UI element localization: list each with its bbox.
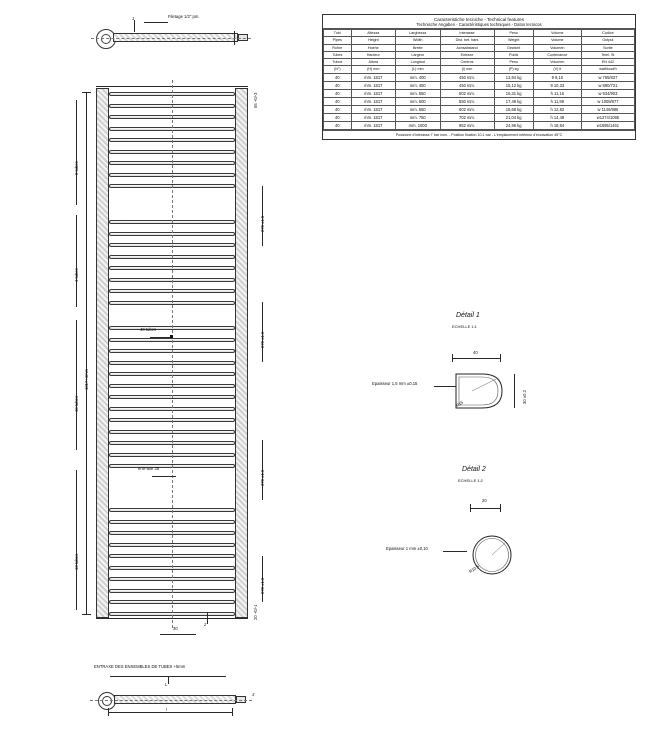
- bottom-dim-l-tick-left: [108, 708, 109, 716]
- spec-header-cell: (L) mm: [396, 66, 440, 73]
- spec-header-cell: Peso: [494, 30, 533, 37]
- spec-header-cell: Interasse: [440, 30, 494, 37]
- bottom-mark-2-label: 2: [204, 622, 207, 627]
- right-dim-2-label: 270 ±1.5: [260, 331, 265, 348]
- spec-header-cell: watt/kcal/h: [581, 66, 634, 73]
- bottom-width-dim-line: [160, 634, 196, 635]
- spec-data-cell: 952 mm.: [440, 121, 494, 129]
- spec-data-cell: 17,49 kg: [494, 97, 533, 105]
- spec-header-cell: Hoehe: [351, 44, 395, 51]
- detail1-thickness-label: Epaisseur 1,5 mm ±0,15: [372, 381, 418, 386]
- spec-header-cell: Achsabstand: [440, 44, 494, 51]
- detail1-width-tick-l: [452, 354, 453, 362]
- detail1-width-label: 40: [473, 350, 478, 355]
- spec-data-cell: mm. 550: [396, 89, 440, 97]
- spec-data-cell: 13,94 kg: [494, 73, 533, 81]
- seg2-dim-line: [76, 215, 77, 307]
- spec-header-cell: Volumen: [533, 59, 581, 66]
- spec-header-cell: Largeur: [396, 51, 440, 58]
- spec-header-cell: Teiel. St: [581, 51, 634, 58]
- bottom-dim-l-label: l: [166, 707, 167, 712]
- bottom-mark-2-leader: [207, 612, 208, 624]
- spec-header-cell: (P) kg: [494, 66, 533, 73]
- spec-data-cell: mm. 1817: [351, 89, 395, 97]
- detail2-thickness-label: Epaisseur 1 mm ±0,10: [386, 546, 428, 551]
- spec-header-cell: Width: [396, 37, 440, 44]
- bottom-assembly-note: ENTRAXE DES ENSEMBLES DE TUBES +5mm: [94, 664, 186, 669]
- detail1-width-dim-line: [452, 358, 500, 359]
- spec-data-cell: mm. 1817: [351, 113, 395, 121]
- spec-data-cell: 24,96 kg: [494, 121, 533, 129]
- top-center-axis: [91, 38, 251, 39]
- spec-data-row: [324, 113, 635, 121]
- spec-data-cell: w 1009/877: [581, 97, 634, 105]
- detail2-width-tick-l: [470, 504, 471, 512]
- spec-header-cell: Tubi: [324, 30, 352, 37]
- seg4-label: 12 tubes: [74, 553, 79, 570]
- seg3-label: 15 tubes: [74, 395, 79, 412]
- spec-header-cell: Tubes: [324, 51, 352, 58]
- spec-data-cell: w1695/1461: [581, 121, 634, 129]
- spec-header-cell: Volume: [533, 37, 581, 44]
- detail2-title: Détail 2: [462, 466, 486, 473]
- spec-header-row: [324, 44, 635, 51]
- spec-data-cell: 40: [324, 97, 352, 105]
- detail2-width-dim-line: [470, 508, 500, 509]
- spec-header-cell: Codice: [581, 30, 634, 37]
- spec-header-cell: Contenance: [533, 51, 581, 58]
- spec-header-cell: Entraxe: [440, 51, 494, 58]
- seg4-dim-line: [76, 470, 77, 610]
- spec-header-cell: Rohre: [324, 44, 352, 51]
- thread-label: Filetage 1/2" pm.: [168, 14, 200, 19]
- spec-data-cell: h 14,48: [533, 113, 581, 121]
- right-dim-3-label: 270 ±1.5: [260, 469, 265, 486]
- spec-data-cell: 40: [324, 81, 352, 89]
- detail2-scale: ECHELLE 1:2: [458, 478, 483, 483]
- spec-data-cell: 9 10,33: [533, 81, 581, 89]
- spec-header-cell: Longitud: [396, 59, 440, 66]
- bottom-assembly-view: [86, 664, 256, 718]
- spec-caption-line1: Caracteristiche tecniche - Technical features: [433, 17, 525, 22]
- spec-table: [322, 14, 636, 140]
- detail2-width-tick-r: [500, 504, 501, 512]
- spec-data-cell: w 1146/986: [581, 105, 634, 113]
- detail1-profile: [452, 368, 506, 414]
- bottom-dim-l-line: [108, 712, 232, 713]
- spec-data-cell: mm. 750: [396, 113, 440, 121]
- spec-data-cell: 16,31 kg: [494, 89, 533, 97]
- spec-data-cell: mm. 600: [396, 97, 440, 105]
- seg2-label: 4 tubes: [74, 268, 79, 282]
- overall-height-dim-line: [86, 92, 87, 614]
- detail1-radius-label: R15: [455, 399, 465, 409]
- detail1-svg: [452, 368, 506, 414]
- entraxe-callout: entr-axe 35: [138, 466, 160, 471]
- overall-height-label: 1817+4mm: [84, 368, 89, 390]
- spec-header-cell: Height: [351, 37, 395, 44]
- left-manifold: [96, 88, 109, 618]
- spec-data-cell: mm. 1817: [351, 105, 395, 113]
- seg1-dim-line: [76, 100, 77, 205]
- detail1-scale: ECHELLE 1:1: [452, 324, 477, 329]
- spec-data-cell: 450 mm.: [440, 73, 494, 81]
- overall-height-tick-top: [82, 92, 91, 93]
- spec-data-cell: w 934/903: [581, 89, 634, 97]
- seg3-dim-line: [76, 320, 77, 450]
- spec-header-cell: Gewicht: [494, 44, 533, 51]
- spec-table-grid: [323, 29, 635, 130]
- detail1-width-tick-r: [500, 354, 501, 362]
- tubes-callout-leader: [150, 337, 172, 338]
- tubes-callout-dot: [170, 335, 173, 338]
- bottom-width-label: 30: [173, 626, 178, 631]
- spec-data-cell: h 11,99: [533, 97, 581, 105]
- spec-data-cell: 450 mm.: [440, 81, 494, 89]
- bottom-note-drop: [168, 676, 169, 684]
- spec-data-cell: 15,12 kg: [494, 81, 533, 89]
- top-left-bore: [101, 34, 111, 44]
- spec-header-row: [324, 30, 635, 37]
- right-dim-4-label: 270 ±1.5: [260, 577, 265, 594]
- spec-data-cell: 9 9,10: [533, 73, 581, 81]
- detail1-height-dim-line: [514, 374, 515, 408]
- spec-data-row: [324, 121, 635, 129]
- spec-header-row: [324, 51, 635, 58]
- spec-header-cell: Breite: [396, 44, 440, 51]
- spec-header-cell: (V) lt: [533, 66, 581, 73]
- spec-data-cell: mm. 1817: [351, 121, 395, 129]
- spec-header-cell: Output: [581, 37, 634, 44]
- spec-data-cell: w 890/731: [581, 81, 634, 89]
- entraxe-callout-leader: [152, 476, 176, 477]
- spec-data-cell: mm. 1817: [351, 97, 395, 105]
- spec-header-cell: Weight: [494, 37, 533, 44]
- top-assembly-view: [86, 14, 256, 56]
- spec-data-cell: 40: [324, 105, 352, 113]
- right-dim-1-label: 270 ±1.5: [260, 215, 265, 232]
- spec-header-cell: EN 442: [581, 59, 634, 66]
- spec-header-cell: (N°): [324, 66, 352, 73]
- spec-data-cell: mm. 450: [396, 81, 440, 89]
- bottom-center-axis: [90, 700, 252, 701]
- spec-footnote: Posizione d'interasse I" bar nom. - Position fixation 10-1 bar - L'emplacement inférieur d'excavation 45°C: [323, 130, 635, 139]
- spec-header-cell: Altezza: [351, 30, 395, 37]
- spec-header-row: [324, 37, 635, 44]
- detail2-width-label: 20: [482, 498, 487, 503]
- spec-header-cell: (I) mm: [440, 66, 494, 73]
- right-manifold: [235, 88, 248, 618]
- spec-data-row: [324, 73, 635, 81]
- spec-header-cell: Poids: [494, 51, 533, 58]
- spec-data-cell: 18,68 kg: [494, 105, 533, 113]
- spec-header-cell: (H) mm: [351, 66, 395, 73]
- spec-data-row: [324, 81, 635, 89]
- bottom-mark-3-label: 3: [252, 692, 255, 697]
- tubes-count-callout: 40 tubes: [140, 327, 157, 332]
- top-mark-label: 1: [132, 16, 135, 21]
- spec-header-cell: Sortie: [581, 44, 634, 51]
- spec-header-cell: Altura: [351, 59, 395, 66]
- spec-data-cell: 602 mm.: [440, 105, 494, 113]
- spec-data-cell: mm. 650: [396, 105, 440, 113]
- spec-header-cell: Volume: [533, 30, 581, 37]
- seg1-label: 9 tubes: [74, 161, 79, 175]
- spec-data-row: [324, 105, 635, 113]
- spec-data-cell: mm. 1817: [351, 81, 395, 89]
- spec-data-cell: 40: [324, 89, 352, 97]
- spec-data-cell: h 12,82: [533, 105, 581, 113]
- top-right-dim-label: 56 +0/-3: [253, 92, 258, 108]
- spec-data-cell: h 11,16: [533, 89, 581, 97]
- spec-data-cell: 21,04 kg: [494, 113, 533, 121]
- spec-header-row: [324, 59, 635, 66]
- spec-header-cell: Volumen: [533, 44, 581, 51]
- bottom-left-bore: [102, 696, 112, 706]
- spec-data-cell: mm. 1817: [351, 73, 395, 81]
- spec-data-cell: w 765/837: [581, 73, 634, 81]
- spec-data-cell: h 18,84: [533, 121, 581, 129]
- spec-caption-line2: Technische Angaben - Caractéristiques techniques - Datos tecnicos: [416, 22, 542, 27]
- bottom-dim-l-tick-right: [232, 708, 233, 716]
- spec-data-cell: 40: [324, 73, 352, 81]
- spec-header-cell: Pipes: [324, 37, 352, 44]
- spec-header-cell: Larghezza: [396, 30, 440, 37]
- detail2-radius-label: R10,5: [468, 563, 481, 575]
- detail1-height-label: 30 ±0.2: [522, 390, 527, 404]
- spec-data-cell: 502 mm.: [440, 89, 494, 97]
- spec-data-cell: 40: [324, 113, 352, 121]
- thread-leader-line: [144, 22, 168, 23]
- detail1-thickness-leader: [434, 386, 456, 387]
- spec-header-cell: Tubos: [324, 59, 352, 66]
- spec-data-cell: 40: [324, 121, 352, 129]
- spec-data-cell: 702 mm.: [440, 113, 494, 121]
- detail1-title: Détail 1: [456, 312, 480, 319]
- spec-data-row: [324, 89, 635, 97]
- spec-header-cell: Centros: [440, 59, 494, 66]
- detail2-thickness-leader: [443, 551, 467, 552]
- leader-mark-1: [134, 20, 135, 32]
- bottom-right-dim-label: 20 +0/-1: [253, 604, 258, 620]
- spec-header-cell: Hauteur: [351, 51, 395, 58]
- spec-data-cell: mm. 400: [396, 73, 440, 81]
- spec-data-row: [324, 97, 635, 105]
- overall-height-tick-bottom: [82, 614, 91, 615]
- spec-header-cell: Peso: [494, 59, 533, 66]
- spec-data-cell: mm. 1000: [396, 121, 440, 129]
- spec-header-cell: Dist. bet. bars: [440, 37, 494, 44]
- bottom-dim-L-label: L: [165, 682, 168, 687]
- spec-header-row: [324, 66, 635, 73]
- radiator-center-axis: [172, 80, 173, 628]
- spec-data-cell: w1274/1095: [581, 113, 634, 121]
- spec-data-cell: 550 mm.: [440, 97, 494, 105]
